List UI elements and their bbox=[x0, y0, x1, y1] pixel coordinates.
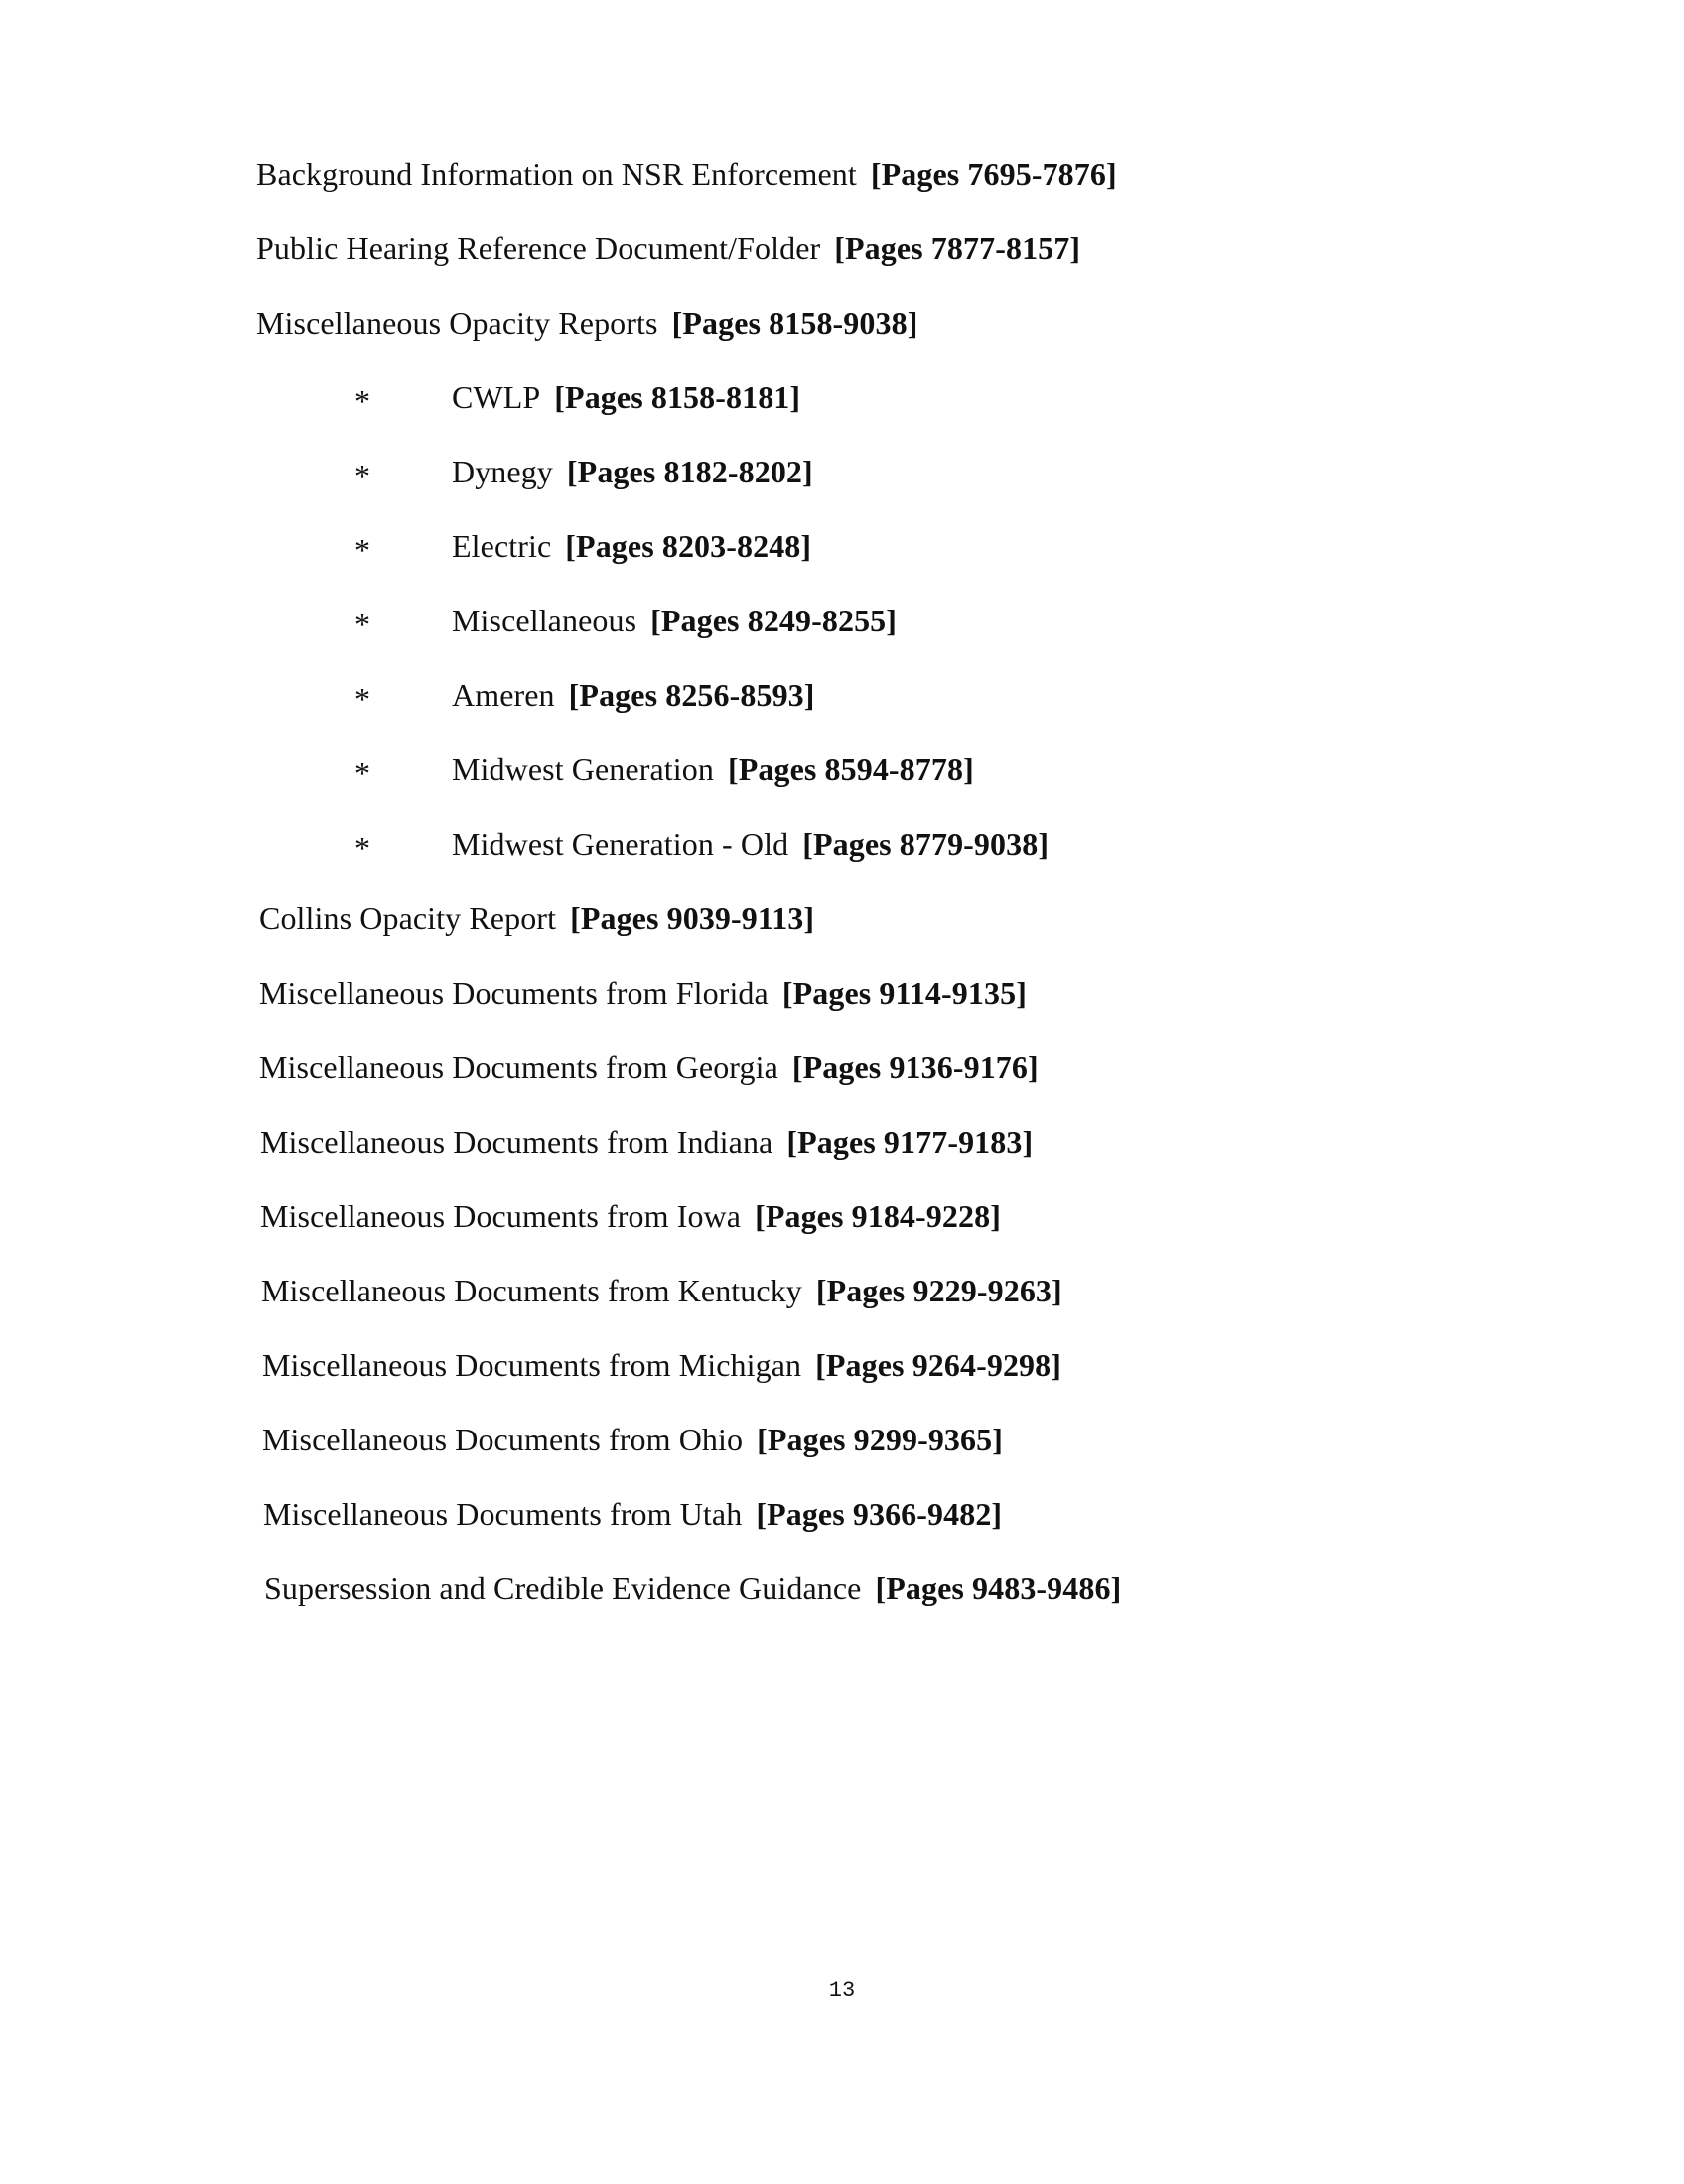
entry-title: Miscellaneous Documents from Utah bbox=[263, 1496, 743, 1532]
index-subentry bbox=[452, 377, 800, 417]
subentry-title: Midwest Generation - Old bbox=[452, 826, 789, 862]
index-entry bbox=[262, 1345, 1061, 1385]
subentry-title: Electric bbox=[452, 528, 552, 564]
index-subentry bbox=[452, 675, 815, 715]
index-entry bbox=[259, 898, 814, 938]
bullet-asterisk: * bbox=[354, 532, 370, 568]
entry-title: Public Hearing Reference Document/Folder bbox=[256, 230, 821, 266]
entry-page-range: [Pages 9184-9228] bbox=[755, 1198, 1001, 1234]
index-entry bbox=[259, 973, 1027, 1013]
entry-page-range: [Pages 8158-9038] bbox=[671, 305, 918, 341]
entry-page-range: [Pages 9177-9183] bbox=[786, 1124, 1034, 1160]
entry-title: Miscellaneous Documents from Florida bbox=[259, 975, 769, 1011]
bullet-asterisk: * bbox=[354, 830, 370, 866]
subentry-page-range: [Pages 8158-8181] bbox=[554, 379, 801, 415]
subentry-page-range: [Pages 8203-8248] bbox=[565, 528, 812, 564]
bullet-asterisk: * bbox=[354, 383, 370, 419]
index-entry bbox=[260, 1122, 1033, 1161]
bullet-asterisk: * bbox=[354, 607, 370, 642]
bullet-asterisk: * bbox=[354, 755, 370, 791]
subentry-title: Miscellaneous bbox=[452, 603, 637, 638]
entry-title: Miscellaneous Documents from Michigan bbox=[262, 1347, 802, 1383]
entry-page-range: [Pages 9229-9263] bbox=[815, 1273, 1062, 1308]
index-subentry bbox=[452, 452, 813, 491]
index-subentry bbox=[452, 601, 897, 640]
entry-page-range: [Pages 7877-8157] bbox=[834, 230, 1081, 266]
entry-page-range: [Pages 9366-9482] bbox=[756, 1496, 1003, 1532]
page-number: 13 bbox=[828, 1979, 856, 2003]
entry-title: Miscellaneous Documents from Georgia bbox=[259, 1049, 778, 1085]
entry-page-range: [Pages 9114-9135] bbox=[781, 975, 1027, 1011]
index-entry bbox=[256, 228, 1080, 268]
index-subentry bbox=[452, 750, 974, 789]
entry-title: Miscellaneous Documents from Iowa bbox=[260, 1198, 742, 1234]
entry-page-range: [Pages 9136-9176] bbox=[791, 1049, 1039, 1085]
subentry-title: CWLP bbox=[452, 379, 541, 415]
entry-title: Supersession and Credible Evidence Guidance bbox=[264, 1570, 862, 1606]
entry-title: Miscellaneous Opacity Reports bbox=[256, 305, 658, 341]
bullet-asterisk: * bbox=[354, 458, 370, 493]
subentry-title: Midwest Generation bbox=[452, 751, 714, 787]
subentry-page-range: [Pages 8249-8255] bbox=[650, 603, 898, 638]
index-entry bbox=[263, 1494, 1002, 1534]
subentry-page-range: [Pages 8256-8593] bbox=[568, 677, 815, 713]
subentry-page-range: [Pages 8182-8202] bbox=[566, 454, 813, 489]
entry-title: Miscellaneous Documents from Ohio bbox=[262, 1422, 744, 1457]
subentry-page-range: [Pages 8594-8778] bbox=[727, 751, 974, 787]
index-entry bbox=[256, 303, 917, 342]
index-subentry bbox=[452, 824, 1049, 864]
index-entry bbox=[256, 154, 1117, 194]
index-entry bbox=[260, 1196, 1001, 1236]
index-entry bbox=[261, 1271, 1062, 1310]
entry-title: Collins Opacity Report bbox=[259, 900, 557, 936]
subentry-page-range: [Pages 8779-9038] bbox=[802, 826, 1050, 862]
entry-title: Miscellaneous Documents from Kentucky bbox=[261, 1273, 802, 1308]
index-entry bbox=[259, 1047, 1039, 1087]
entry-page-range: [Pages 9264-9298] bbox=[815, 1347, 1062, 1383]
entry-page-range: [Pages 9483-9486] bbox=[875, 1570, 1122, 1606]
index-entry bbox=[262, 1420, 1003, 1459]
subentry-title: Ameren bbox=[452, 677, 555, 713]
index-entry bbox=[264, 1569, 1121, 1608]
entry-page-range: [Pages 7695-7876] bbox=[870, 156, 1117, 192]
subentry-title: Dynegy bbox=[452, 454, 553, 489]
entry-page-range: [Pages 9299-9365] bbox=[757, 1422, 1003, 1457]
entry-page-range: [Pages 9039-9113] bbox=[570, 900, 815, 936]
entry-title: Background Information on NSR Enforcement bbox=[256, 156, 857, 192]
index-subentry bbox=[452, 526, 811, 566]
bullet-asterisk: * bbox=[354, 681, 370, 717]
entry-title: Miscellaneous Documents from Indiana bbox=[260, 1124, 773, 1160]
